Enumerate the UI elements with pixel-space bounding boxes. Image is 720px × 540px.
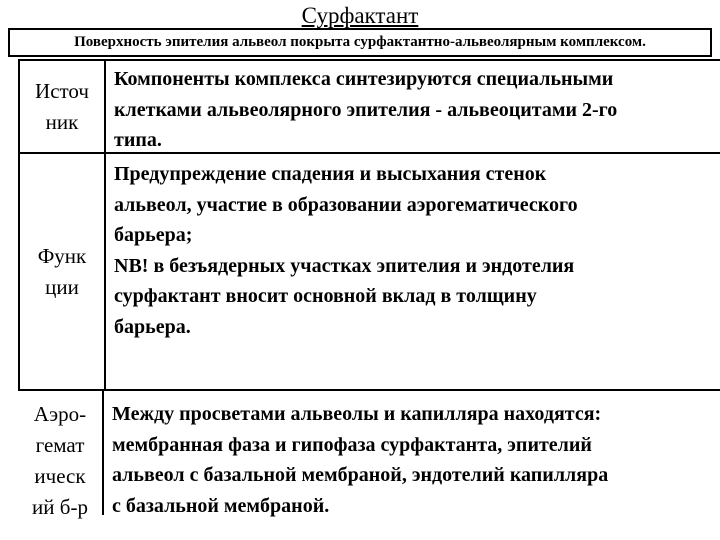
row-text-line: альвеол с базальной мембраной, эндотелий капилляра <box>112 464 609 486</box>
slide-title: Сурфактант <box>301 3 419 28</box>
row-text-line: Предупреждение спадения и высыхания стенок <box>114 163 547 185</box>
row-label <box>20 154 106 389</box>
row-label-line: Функ <box>37 243 87 268</box>
subtitle-box <box>8 28 712 57</box>
row-text-line: Компоненты комплекса синтезируются специальными <box>114 68 614 90</box>
row-text-line: типа. <box>114 129 162 151</box>
row-label-line: Аэро- <box>33 402 87 426</box>
row-text-line: альвеол, участие в образовании аэрогематического <box>114 193 578 216</box>
row-text-line: сурфактант вносит основной вклад в толщину <box>114 285 537 307</box>
subtitle-text: Поверхность эпителия альвеол покрыта сурфактантно-альвеолярным комплексом. <box>74 34 646 50</box>
row-text-line: мембранная фаза и гипофаза сурфактанта, эпителий <box>112 433 592 456</box>
row-label-line: гемат <box>35 433 85 457</box>
row-label-line: Источ <box>35 78 89 103</box>
row-label-line: ий б-р <box>32 495 88 519</box>
row-text <box>114 159 716 342</box>
row-text-line: барьера; <box>114 224 193 246</box>
row-label <box>18 389 104 519</box>
row-text-line: клетками альвеолярного эпителия - альвеоцитами 2-го <box>114 98 618 121</box>
row-text-line: Между просветами альвеолы и капилляра находятся: <box>112 403 602 425</box>
row-text <box>112 399 716 521</box>
row-text-line: барьера. <box>114 315 191 338</box>
row-text <box>114 64 716 156</box>
row-label-line: ник <box>45 109 79 134</box>
row-label-line: ическ <box>34 464 86 488</box>
table-row-functions <box>18 152 720 391</box>
row-text-line: NB! в безъядерных участках эпителия и эндотелия <box>114 254 575 277</box>
row-label-line: ции <box>45 274 79 299</box>
row-label <box>20 61 106 152</box>
table-row-barrier <box>18 389 720 519</box>
table-row-source <box>18 59 720 154</box>
row-text-line: с базальной мембраной. <box>112 494 330 517</box>
